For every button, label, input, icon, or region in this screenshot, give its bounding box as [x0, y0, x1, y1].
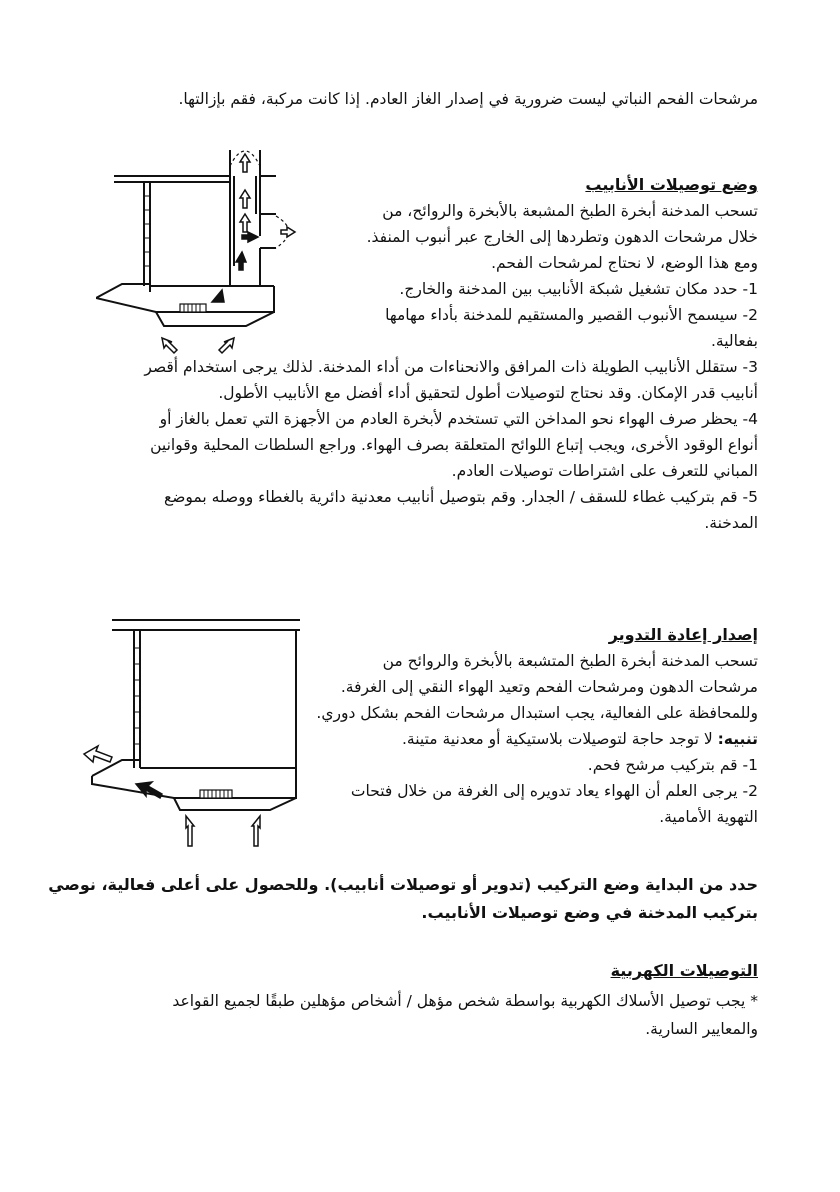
ducting-line: تسحب المدخنة أبخرة الطبخ المشبعة بالأبخرة والروائح، من	[382, 202, 758, 220]
recirculation-diagram	[80, 612, 305, 862]
recirculation-line: وللمحافظة على الفعالية، يجب استبدال مرشحات الفحم بشكل دوري.	[316, 704, 758, 722]
ducting-line: ومع هذا الوضع، لا نحتاج لمرشحات الفحم.	[491, 254, 758, 272]
recirculation-step: التهوية الأمامية.	[659, 808, 758, 826]
ducting-step: 1- حدد مكان تشغيل شبكة الأنابيب بين المدخنة والخارج.	[399, 280, 758, 298]
ducting-step: 4- يحظر صرف الهواء نحو المداخن التي تستخدم لأبخرة العادم من الأجهزة التي تعمل بالغاز أو	[159, 410, 758, 428]
ducting-step: 5- قم بتركيب غطاء للسقف / الجدار. وقم بتوصيل أنابيب معدنية دائرية بالغطاء ووصله بموضع	[164, 488, 758, 506]
recirculation-step: 2- يرجى العلم أن الهواء يعاد تدويره إلى الغرفة من خلال فتحات	[350, 782, 758, 800]
recirculation-line: مرشحات الدهون ومرشحات الفحم وتعيد الهواء النقي إلى الغرفة.	[340, 678, 758, 696]
electrical-line: والمعايير السارية.	[645, 1020, 758, 1038]
recommendation-line: حدد من البداية وضع التركيب (تدوير أو توصيلات أنابيب). وللحصول على أعلى فعالية، نوصي	[48, 875, 758, 894]
recirculation-note	[402, 726, 758, 752]
ducting-step: 2- سيسمح الأنبوب القصير والمستقيم للمدخنة بأداء مهامها	[385, 306, 758, 324]
ducting-step: أنواع الوقود الأخرى، ويجب إتباع اللوائح المتعلقة بصرف الهواء. وراجع السلطات المحلية وقوانين	[150, 436, 758, 454]
note-text: لا توجد حاجة لتوصيلات بلاستيكية أو معدنية متينة.	[401, 730, 718, 748]
ducting-step: المدخنة.	[704, 514, 758, 532]
note-label: تنبيه:	[717, 730, 758, 748]
recirculation-step: 1- قم بتركيب مرشح فحم.	[587, 756, 758, 774]
electrical-line: * يجب توصيل الأسلاك الكهربية بواسطة شخص مؤهل / أشخاص مؤهلين طبقًا لجميع القواعد	[172, 992, 758, 1010]
ducting-step: بفعالية.	[711, 332, 758, 350]
electrical-heading: التوصيلات الكهربية	[610, 961, 758, 980]
ducting-step: 3- ستقلل الأنابيب الطويلة ذات المرافق والانحناءات من أداء المدخنة. لذلك يرجى استخدام أقصر	[144, 358, 758, 376]
recommendation-line: بتركيب المدخنة في وضع توصيلات الأنابيب.	[421, 903, 758, 922]
intro-text: مرشحات الفحم النباتي ليست ضرورية في إصدار الغاز العادم. إذا كانت مركبة، فقم بإزالتها.	[178, 90, 758, 108]
ducting-line: خلال مرشحات الدهون وتطردها إلى الخارج عبر أنبوب المنفذ.	[366, 228, 758, 246]
ducting-step: المباني للتعرف على اشتراطات توصيلات العادم.	[451, 462, 758, 480]
recirculation-heading: إصدار إعادة التدوير	[608, 625, 758, 644]
ducting-heading: وضع توصيلات الأنابيب	[585, 175, 758, 194]
recirculation-line: تسحب المدخنة أبخرة الطبخ المتشبعة بالأبخرة والروائح من	[382, 652, 758, 670]
ducting-step: أنابيب قدر الإمكان. وقد نحتاج لتوصيلات أطول لتحقيق أداء أفضل مع الأنابيب الأطول.	[218, 384, 758, 402]
